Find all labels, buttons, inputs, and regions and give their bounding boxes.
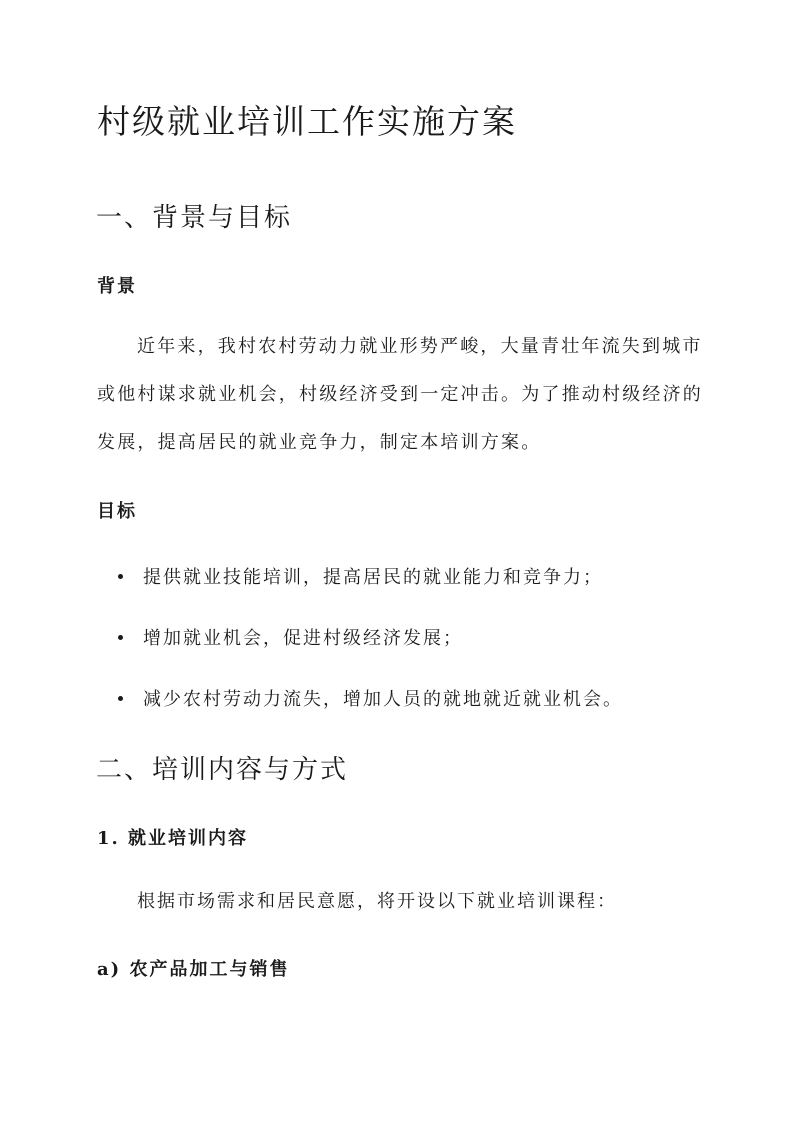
- bullet-icon: [118, 696, 123, 701]
- goal-text: 增加就业机会，促进村级经济发展；: [143, 628, 463, 649]
- section-heading-background-goals: 一、背景与目标: [96, 203, 293, 233]
- bullet-icon: [118, 635, 123, 640]
- goal-text: 提供就业技能培训，提高居民的就业能力和竞争力；: [143, 567, 603, 588]
- document-title: 村级就业培训工作实施方案: [97, 102, 517, 141]
- goal-list-item: [118, 563, 603, 589]
- subheading-goals: 目标: [97, 501, 137, 522]
- goal-list-item: [118, 624, 463, 650]
- course-item-a: a) 农产品加工与销售: [97, 959, 290, 980]
- section-heading-training: 二、培训内容与方式: [96, 755, 349, 785]
- goal-text: 减少农村劳动力流失，增加人员的就地就近就业机会。: [143, 689, 623, 710]
- background-paragraph: 近年来，我村农村劳动力就业形势严峻，大量青壮年流失到城市或他村谋求就业机会，村级经济受到一定冲击。为了推动村级经济的发展，提高居民的就业竞争力，制定本培训方案。: [97, 336, 703, 453]
- goal-list-item: [118, 685, 623, 711]
- bullet-icon: [118, 574, 123, 579]
- subheading-background: 背景: [97, 276, 137, 297]
- subheading-training-content: 1. 就业培训内容: [97, 828, 249, 849]
- training-content-intro: 根据市场需求和居民意愿，将开设以下就业培训课程：: [137, 891, 617, 912]
